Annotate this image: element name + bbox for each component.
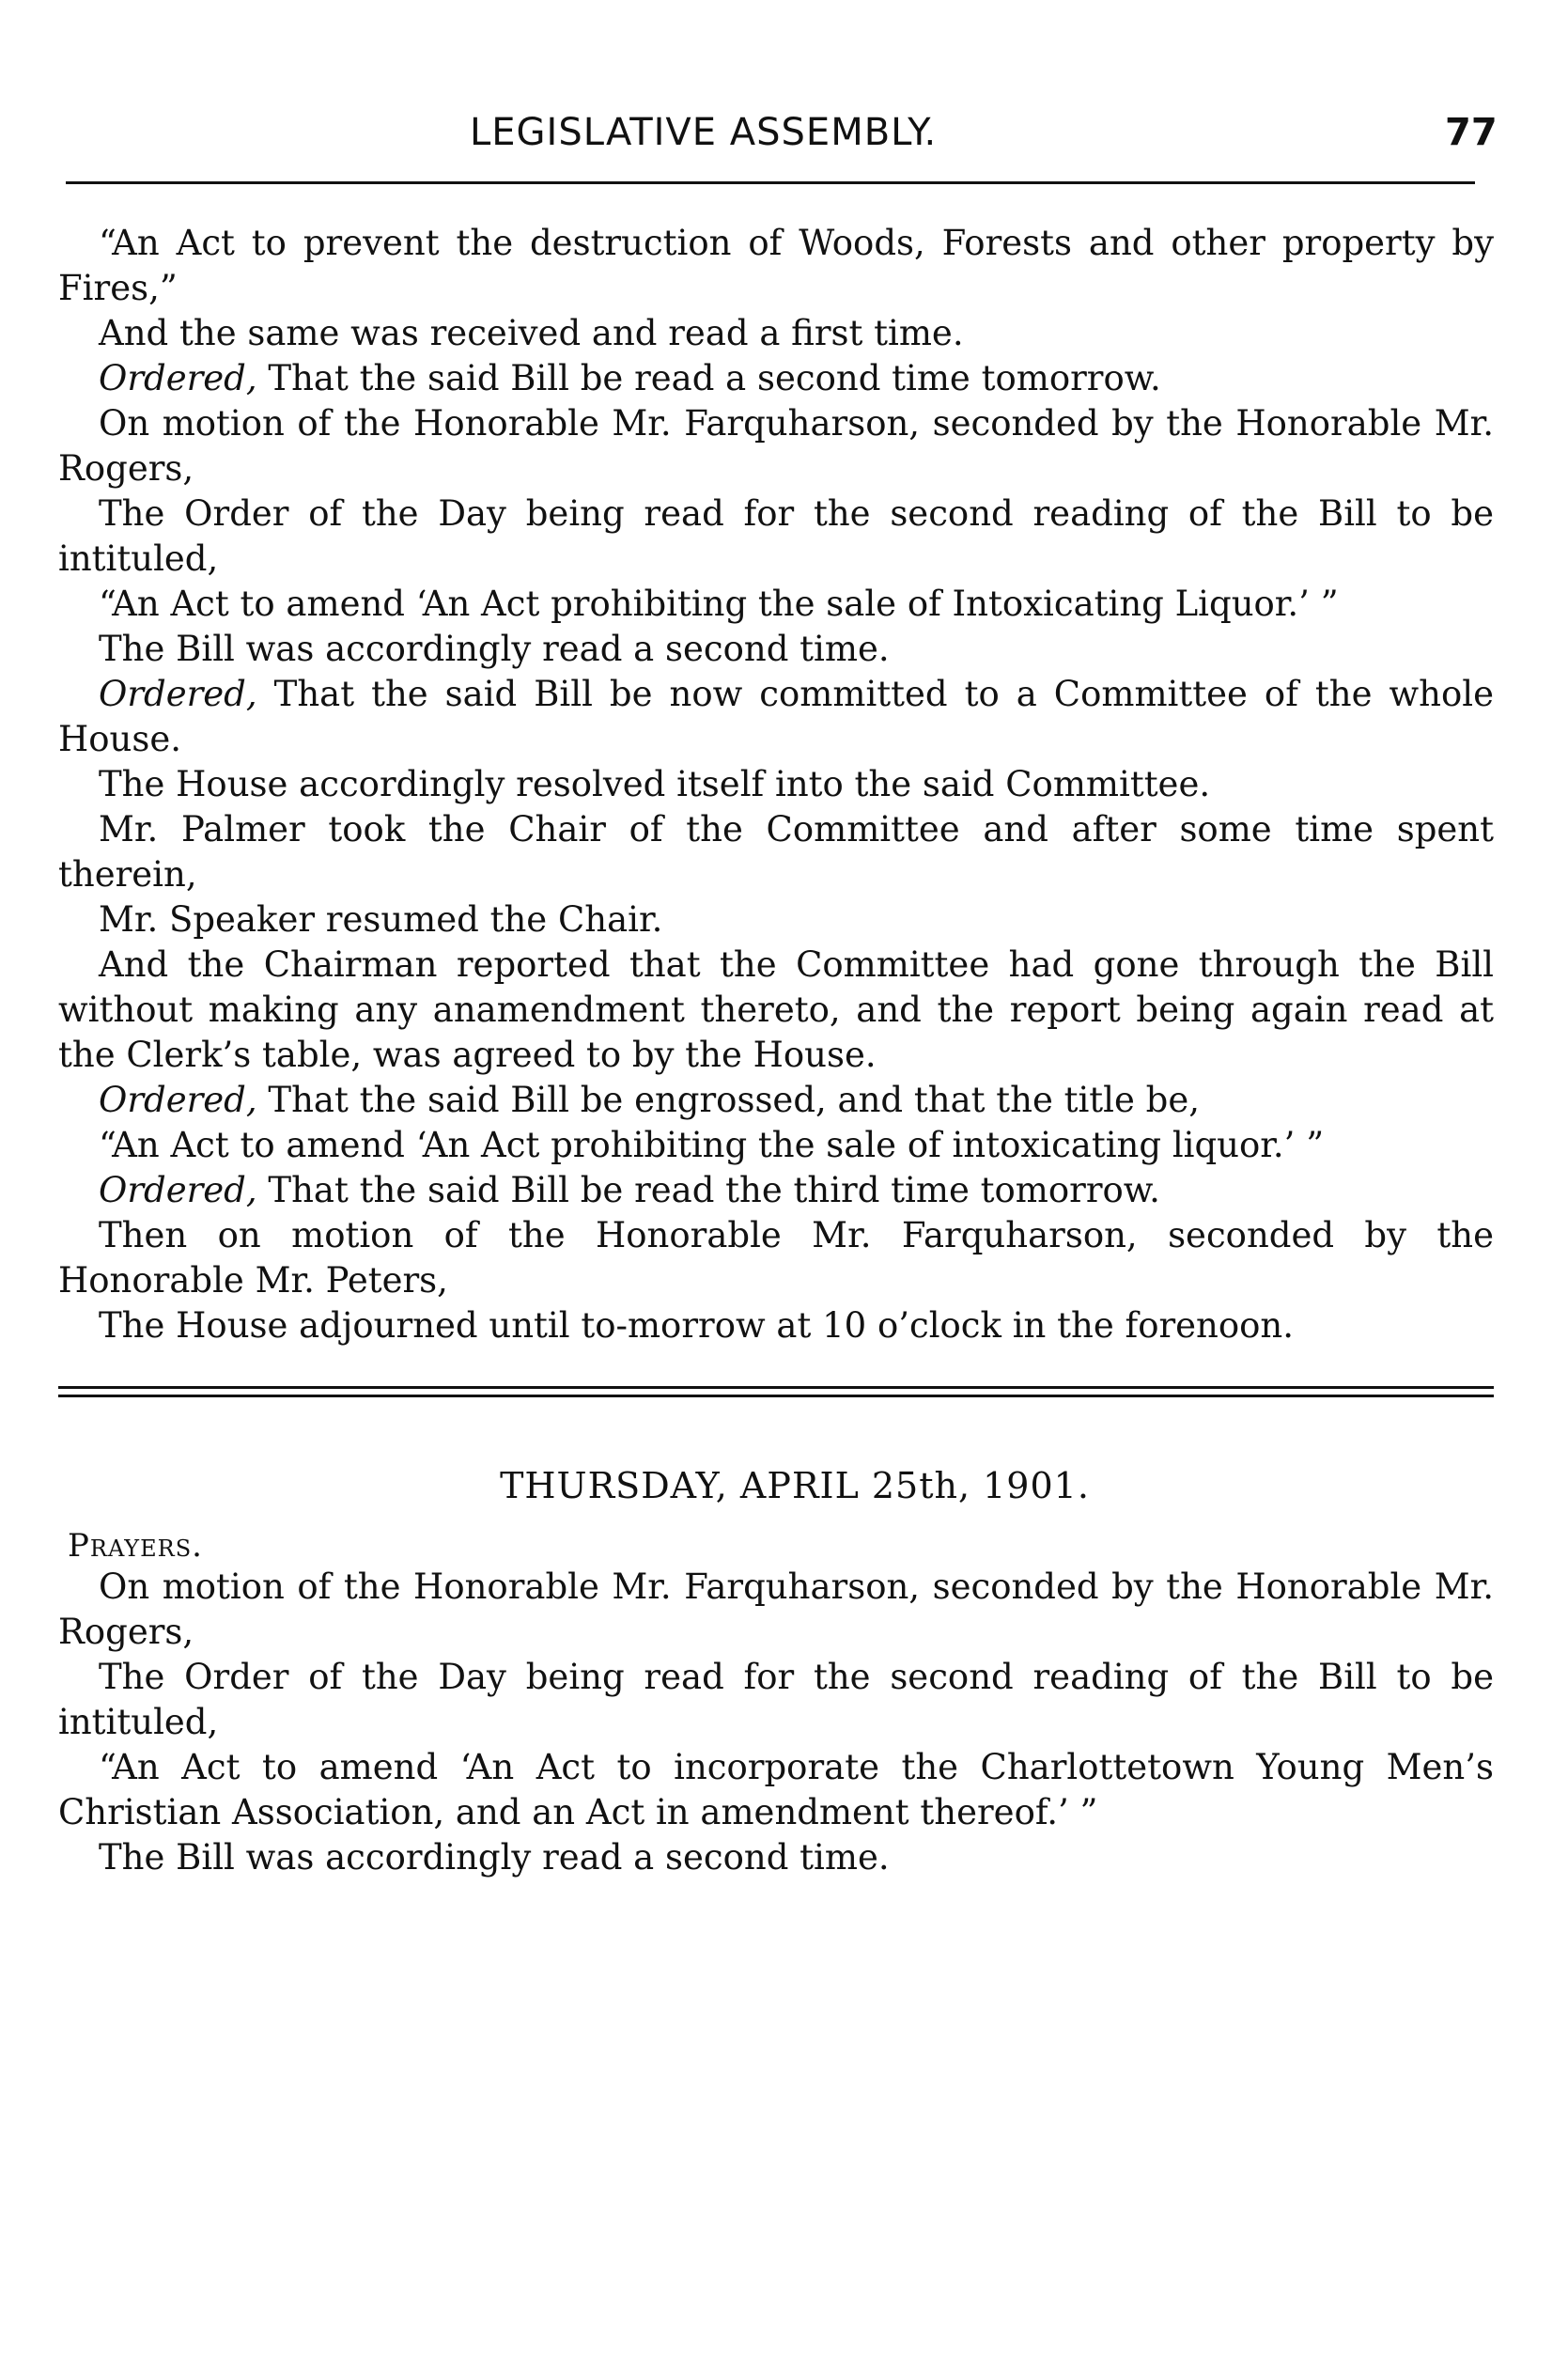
order-paragraph xyxy=(58,356,1494,401)
order-of-day-paragraph: The Order of the Day being read for the second reading of the Bill to be intituled, xyxy=(58,493,1494,579)
running-title: LEGISLATIVE ASSEMBLY. xyxy=(470,111,938,154)
report-paragraph: And the Chairman reported that the Committee had gone through the Bill without making any anamendment thereto, and the report being again read at the Clerk’s table, was agreed to by the House. xyxy=(58,944,1494,1075)
chair-paragraph: Mr. Palmer took the Chair of the Committee and after some time spent therein, xyxy=(58,809,1494,895)
page-header xyxy=(0,111,1568,167)
page-number: 77 xyxy=(1445,111,1498,154)
bill-title-paragraph: “An Act to prevent the destruction of Woods, Forests and other property by Fires,” xyxy=(58,223,1494,308)
committee-paragraph: The House accordingly resolved itself into the said Committee. xyxy=(99,764,1211,804)
order-text: That the said Bill be engrossed, and that the title be, xyxy=(256,1080,1201,1120)
header-rule xyxy=(66,181,1475,184)
section-divider xyxy=(58,1386,1494,1397)
bill-title-paragraph: “An Act to amend ‘An Act prohibiting the sale of Intoxicating Liquor.’ ” xyxy=(99,584,1339,624)
adjournment-paragraph: The House adjourned until to-morrow at 10 o’clock in the forenoon. xyxy=(99,1305,1295,1346)
motion-paragraph: On motion of the Honorable Mr. Farquharson, seconded by the Honorable Mr. Rogers, xyxy=(58,1566,1494,1652)
order-text: That the said Bill be read the third time tomorrow. xyxy=(256,1170,1160,1210)
order-paragraph xyxy=(58,672,1494,762)
ordered-label: Ordered, xyxy=(99,674,257,714)
prayers-label: Prayers. xyxy=(68,1527,203,1565)
speaker-paragraph: Mr. Speaker resumed the Chair. xyxy=(99,899,663,940)
bill-title-paragraph: “An Act to amend ‘An Act prohibiting the sale of intoxicating liquor.’ ” xyxy=(99,1125,1325,1165)
ordered-label: Ordered, xyxy=(99,1080,257,1120)
page-body xyxy=(58,221,1494,1880)
date-heading: THURSDAY, APRIL 25th, 1901. xyxy=(500,1465,1090,1506)
second-reading-paragraph: The Bill was accordingly read a second time. xyxy=(99,1837,890,1878)
ordered-label: Ordered, xyxy=(99,358,257,398)
order-text: That the said Bill be read a second time tomorrow. xyxy=(256,358,1161,398)
bill-title-paragraph: “An Act to amend ‘An Act to incorporate the Charlottetown Young Men’s Christian Association, and an Act in amendment thereof.’ ” xyxy=(58,1747,1494,1832)
motion-paragraph: On motion of the Honorable Mr. Farquharson, seconded by the Honorable Mr. Rogers, xyxy=(58,403,1494,489)
order-of-day-paragraph: The Order of the Day being read for the second reading of the Bill to be intituled, xyxy=(58,1657,1494,1742)
first-reading-paragraph: And the same was received and read a first time. xyxy=(99,313,964,353)
motion-paragraph: Then on motion of the Honorable Mr. Farquharson, seconded by the Honorable Mr. Peters, xyxy=(58,1215,1494,1301)
ordered-label: Ordered, xyxy=(99,1170,257,1210)
second-reading-paragraph: The Bill was accordingly read a second time. xyxy=(99,629,890,669)
order-paragraph xyxy=(58,1168,1494,1213)
order-text: That the said Bill be now committed to a Committee of the whole House. xyxy=(58,674,1494,759)
order-paragraph xyxy=(58,1078,1494,1123)
